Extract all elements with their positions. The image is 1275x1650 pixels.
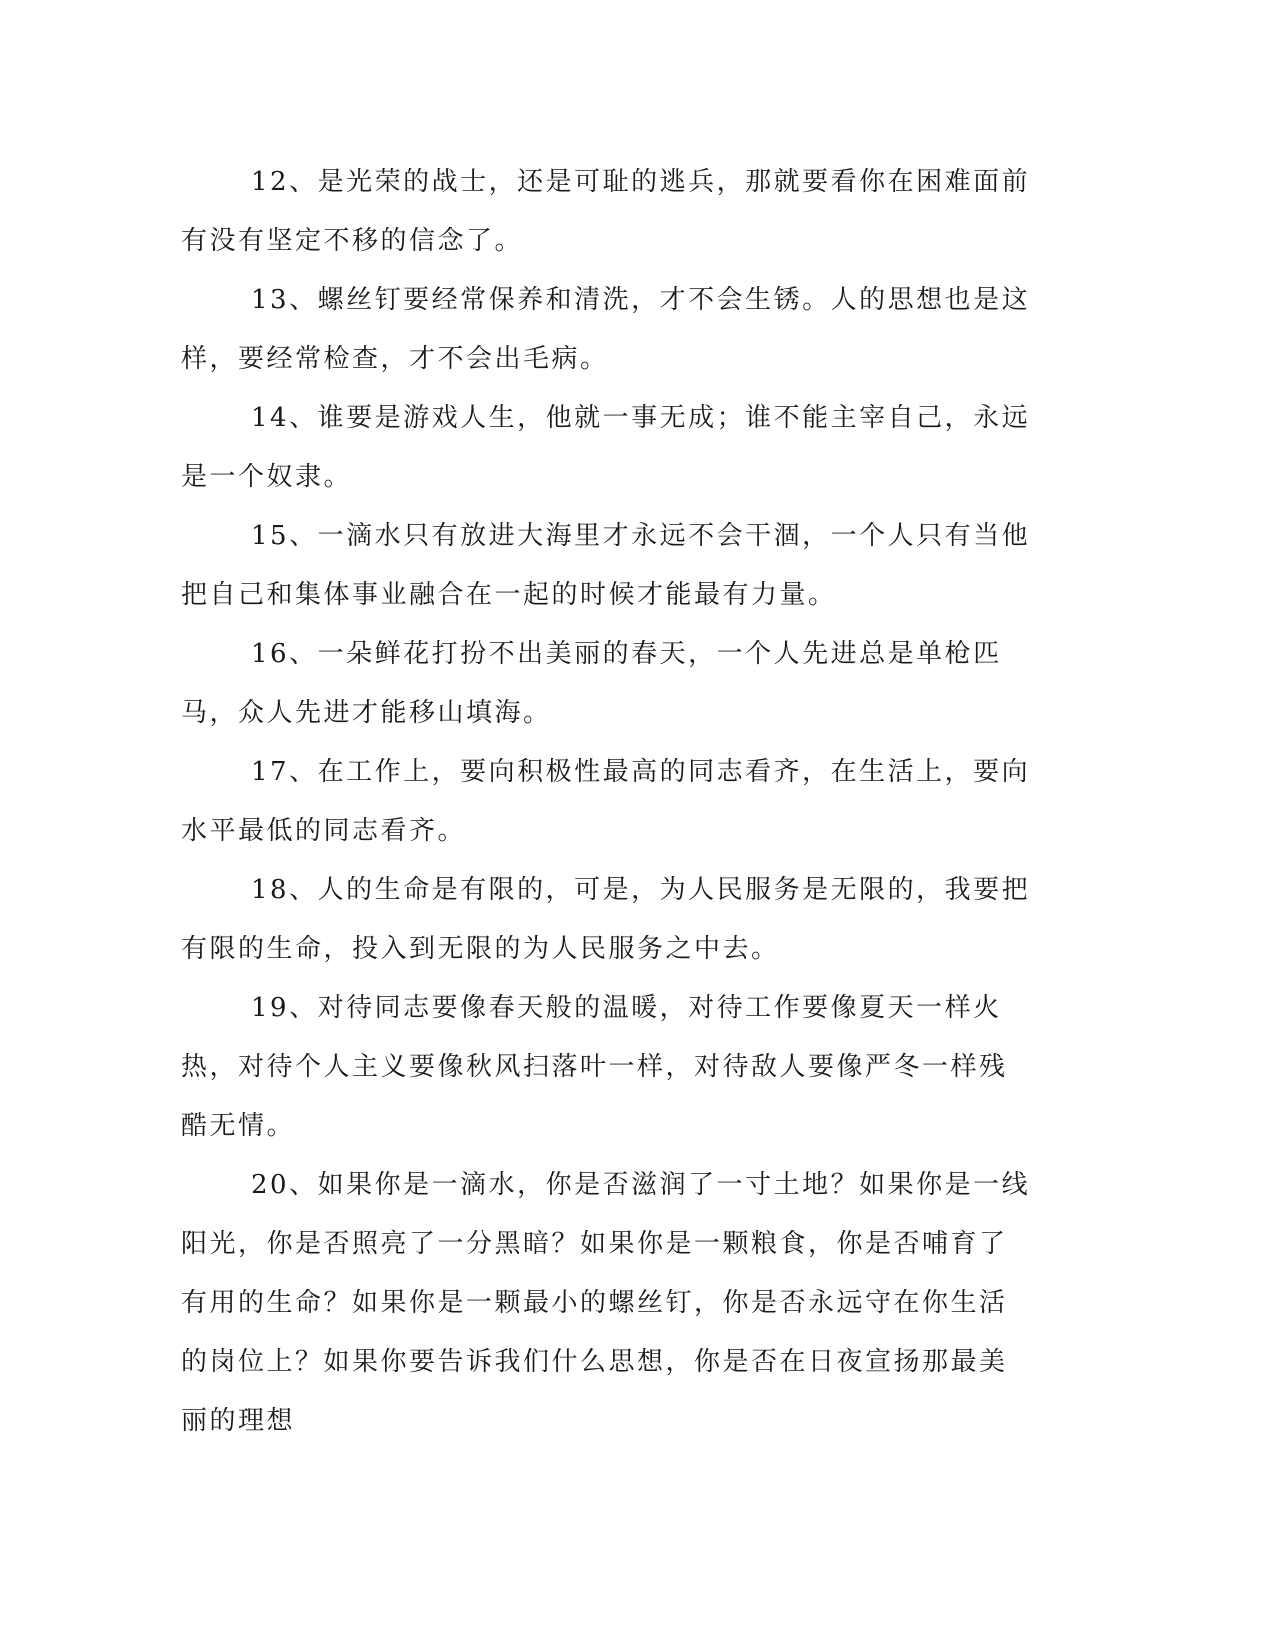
paragraph-16: 16、一朵鲜花打扮不出美丽的春天，一个人先进总是单枪匹马，众人先进才能移山填海。 bbox=[181, 639, 1002, 728]
paragraph-17: 17、在工作上，要向积极性最高的同志看齐，在生活上，要向水平最低的同志看齐。 bbox=[181, 757, 1031, 846]
document-body bbox=[181, 153, 1031, 1451]
paragraph-19: 19、对待同志要像春天般的温暖，对待工作要像夏天一样火热，对待个人主义要像秋风扫落叶一样，对待敌人要像严冬一样残酷无情。 bbox=[181, 993, 1008, 1141]
paragraph-18: 18、人的生命是有限的，可是，为人民服务是无限的，我要把有限的生命，投入到无限的为人民服务之中去。 bbox=[181, 875, 1031, 964]
paragraph-14: 14、谁要是游戏人生，他就一事无成；谁不能主宰自己，永远是一个奴隶。 bbox=[181, 403, 1031, 492]
paragraph-13: 13、螺丝钉要经常保养和清洗，才不会生锈。人的思想也是这样，要经常检查，才不会出毛病。 bbox=[181, 285, 1031, 374]
paragraph-12: 12、是光荣的战士，还是可耻的逃兵，那就要看你在困难面前有没有坚定不移的信念了。 bbox=[181, 167, 1031, 256]
paragraph-20: 20、如果你是一滴水，你是否滋润了一寸土地？如果你是一线阳光，你是否照亮了一分黑暗？如果你是一颗粮食，你是否哺育了有用的生命？如果你是一颗最小的螺丝钉，你是否永远守在你生活的岗位上？如果你要告诉我们什么思想，你是否在日夜宣扬那最美丽的理想 bbox=[181, 1170, 1031, 1436]
paragraph-15: 15、一滴水只有放进大海里才永远不会干涸，一个人只有当他把自己和集体事业融合在一起的时候才能最有力量。 bbox=[181, 521, 1031, 610]
